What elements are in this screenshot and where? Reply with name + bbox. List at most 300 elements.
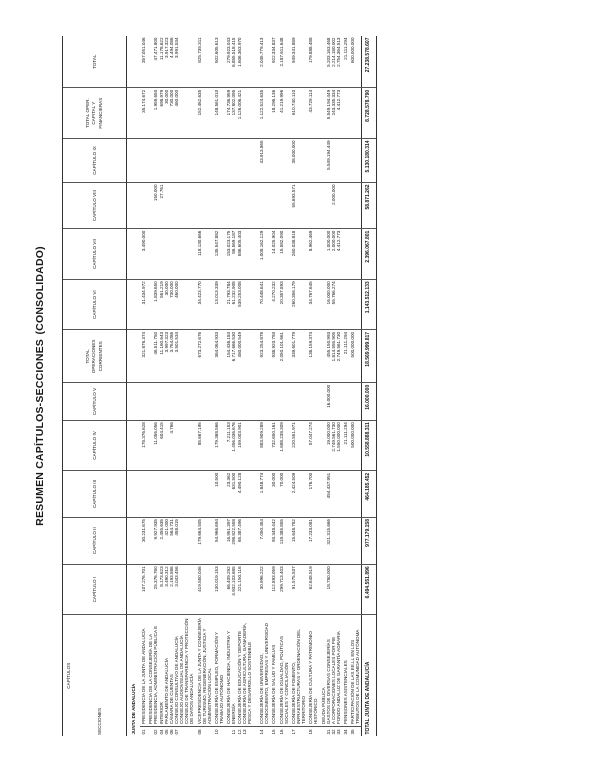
cell-value: 3.501.534 <box>173 331 179 353</box>
cell-cap9 <box>320 138 343 182</box>
cell-total-capital: 148.561.010 <box>213 88 225 139</box>
table-row <box>307 36 319 736</box>
table-row <box>213 36 225 736</box>
cell-value: 1.126.006.421 <box>236 89 242 120</box>
row-section-name <box>196 615 213 726</box>
cell-value: 2.000.000 <box>330 230 336 252</box>
section-code: 32 <box>330 729 336 735</box>
section-code: 02 <box>153 729 159 735</box>
page-subtitle: (CONSOLIDADO) <box>34 246 46 335</box>
cell-value: 480.000.549 <box>236 331 242 358</box>
cell-cap6: 34.767.645 <box>307 279 319 330</box>
row-code <box>196 726 213 736</box>
section-code: 12 <box>236 729 242 735</box>
header-capitulos: CAPÍTULOS <box>66 662 71 689</box>
cell-value: 5.203.163.468 <box>325 37 331 67</box>
section-name: CONSEJO CONSULTIVO DE ANDALUCÍA <box>173 636 179 725</box>
table-row <box>349 36 362 736</box>
cell-total-oper-corrientes: 923.254.878 <box>258 330 270 383</box>
header-cap4: CAPÍTULO IV <box>63 420 127 471</box>
cell-cap5 <box>225 383 258 420</box>
cell-value: 2.749.561.730 <box>330 422 336 452</box>
cell-cap1: 30.996.222 <box>258 564 270 615</box>
cell-cap6: 70.448.641 <box>258 279 270 330</box>
cell-cap2: 15.648.782 <box>290 517 307 564</box>
cell-cap5 <box>258 383 270 420</box>
cell-cap6: 20.357.893 <box>278 279 290 330</box>
cell-cap7 <box>147 229 195 280</box>
cell-cap2: 7.050.454 <box>258 517 270 564</box>
row-code <box>140 726 147 736</box>
cell-value: 153.023.175 <box>226 230 232 257</box>
cell-value: 137.802.095 <box>231 89 237 116</box>
cell-value <box>336 385 341 418</box>
cell-cap6: 260.356.179 <box>290 279 307 330</box>
cell-cap9 <box>140 138 147 182</box>
row-code <box>213 726 225 736</box>
cell-value: 6.717.666.530 <box>231 331 237 362</box>
cell-cap8 <box>270 182 277 228</box>
cell-cap3 <box>140 471 147 517</box>
cell-cap3 <box>225 471 258 517</box>
cell-value: 46.511.750 <box>153 331 159 355</box>
junta-label: JUNTA DE ANDALUCÍA <box>131 683 136 735</box>
cell-value: 86.569.187 <box>231 230 237 254</box>
cell-cap7 <box>349 229 362 280</box>
cell-cap7: 260.038.818 <box>290 229 307 280</box>
row-section-name <box>225 615 258 726</box>
cell-total <box>225 36 258 88</box>
cell-cap5 <box>290 383 307 420</box>
cell-cap7 <box>342 229 349 280</box>
cell-cap7 <box>320 229 343 280</box>
cell-value: 154.436.184 <box>226 331 232 358</box>
cell-value: 30.000 <box>163 89 169 104</box>
cell-value: 539.253.008 <box>236 281 242 307</box>
total-row <box>362 36 377 736</box>
cell-cap1: 91.575.537 <box>290 564 307 615</box>
cell-total-capital: 18.296.136 <box>270 88 277 139</box>
row-code <box>270 726 277 736</box>
header-total-capital-line1: TOTAL OPER. <box>84 98 90 129</box>
table-row <box>342 36 349 736</box>
total-cap8: 58.871.262 <box>362 182 377 228</box>
cell-value: 455.150.993 <box>325 331 331 358</box>
cell-value: 561.219 <box>158 281 164 298</box>
section-code: 13 <box>241 729 247 735</box>
cell-value: 3.991.534 <box>173 37 179 58</box>
section-name: PRESIDENCIA DE LA CONSEJERÍA DE LA PRESIDENCIA, ADMINISTRACIÓN PÚBLICA E INTERIOR <box>148 625 164 725</box>
section-code: 04 <box>158 729 164 735</box>
junta-row <box>127 36 141 736</box>
cell-value: 159.003.901 <box>236 422 242 448</box>
cell-cap6: 4.270.232 <box>270 279 277 330</box>
cell-value: 243.335.334 <box>330 89 336 116</box>
cell-value: 458.015 <box>173 519 179 536</box>
cell-total-oper-corrientes: 21.111.294 <box>342 330 349 383</box>
cell-value: 6.855.518.415 <box>231 37 237 67</box>
header-total-capital <box>63 88 127 139</box>
cell-value: 3.917.323 <box>163 37 169 58</box>
table-row <box>140 36 147 736</box>
section-name: DEUDA PÚBLICA <box>320 687 326 725</box>
section-code: 01 <box>141 729 147 735</box>
header-cap9: CAPÍTULO IX <box>63 138 127 182</box>
table-row <box>320 36 343 736</box>
row-section-name <box>270 615 277 726</box>
page-title: RESUMEN CAPÍTULOS-SECCIONES <box>34 338 46 526</box>
cell-cap9 <box>270 138 277 182</box>
header-cap7: CAPÍTULO VII <box>63 229 127 280</box>
section-name: CONSEJERÍA DE CULTURA Y PATRIMONIO HISTÓRICO <box>308 631 319 725</box>
cell-value <box>174 231 179 278</box>
cell-value <box>336 140 341 180</box>
cell-value: 421.000 <box>163 519 169 536</box>
header-capitulos-secciones <box>63 615 127 736</box>
cell-cap8 <box>213 182 225 228</box>
cell-cap5 <box>270 383 277 420</box>
header-cap1: CAPÍTULO I <box>63 564 127 615</box>
row-code <box>307 726 319 736</box>
cell-cap2 <box>225 517 258 564</box>
row-code <box>278 726 290 736</box>
cell-value: 1.839.650 <box>153 281 159 302</box>
cell-cap2 <box>349 517 362 564</box>
header-total-oper-corrientes <box>63 330 127 383</box>
header-total-oper-line3: CORRIENTES <box>97 341 103 372</box>
table-row <box>196 36 213 736</box>
cell-cap1 <box>342 564 349 615</box>
section-name: VICEPRESIDENCIA DE LA JUNTA Y CONSEJERÍA DE TURISMO, REGENERACIÓN, JUSTICIA Y ADMINISTRACIÓN LOCAL <box>196 618 212 725</box>
section-name: CONSEJO AUDIOVISUAL DE ANDALUCÍA <box>179 635 185 725</box>
cell-cap6 <box>342 279 349 330</box>
cell-cap4: 21.111.294 <box>342 420 349 471</box>
cell-total: 2.045.779.413 <box>258 36 270 88</box>
cell-total-capital <box>147 88 195 139</box>
cell-total: 949.341.889 <box>290 36 307 88</box>
cell-cap6: 31.434.972 <box>140 279 147 330</box>
section-name: CONSEJERÍA DE IGUALDAD, POLÍTICAS SOCIALES Y CONCILIACIÓN <box>278 636 289 725</box>
cell-cap1: 299.713.403 <box>278 564 290 615</box>
rotated-page <box>30 36 582 736</box>
cell-value <box>174 184 179 226</box>
table-row <box>270 36 277 736</box>
cell-cap1: 419.550.046 <box>196 564 213 615</box>
cell-cap5 <box>147 383 195 420</box>
cell-cap3: 1.848.774 <box>258 471 270 517</box>
cell-value: 2.749.561.730 <box>335 331 341 362</box>
section-code: 18 <box>308 729 314 735</box>
section-code: 31 <box>325 729 331 735</box>
cell-cap2: 17.233.081 <box>307 517 319 564</box>
cell-cap8 <box>140 182 147 228</box>
table-row <box>258 36 270 736</box>
cell-cap1 <box>225 564 258 615</box>
cell-value: 66.409.292 <box>226 566 232 590</box>
header-total-oper-line1: TOTAL <box>84 349 90 364</box>
cell-value: 61.232.908 <box>231 281 237 305</box>
total-oper-corrientes: 18.569.999.817 <box>362 330 377 383</box>
cell-total-oper-corrientes: 673.272.676 <box>196 330 213 383</box>
total-cap3: 464.185.452 <box>362 471 377 517</box>
cell-total-oper-corrientes: 136.159.374 <box>307 330 319 383</box>
table-body <box>127 36 362 736</box>
row-code <box>147 726 195 736</box>
cell-cap8 <box>147 182 195 228</box>
cell-value: 604.415 <box>158 422 164 439</box>
section-name: CONSEJERÍA DE UNIVERSIDAD, CONOCIMIENTO, EMPRESAS Y UNIVERSIDAD <box>259 623 270 725</box>
cell-value: 2.000.000 <box>330 184 336 205</box>
title-block <box>30 36 54 736</box>
table-row <box>147 36 195 736</box>
cell-total-oper-corrientes: 339.601.779 <box>290 330 307 383</box>
header-total-capital-line3: FINANCIERAS <box>97 97 103 129</box>
header-cap6: CAPÍTULO VI <box>63 279 127 330</box>
cell-cap2 <box>342 517 349 564</box>
cell-cap4 <box>147 420 195 471</box>
cell-cap2: 179.664.505 <box>196 517 213 564</box>
cell-cap5 <box>278 383 290 420</box>
section-code: 33 <box>335 729 341 735</box>
cell-total: 21.111.294 <box>342 36 349 88</box>
cell-value: 564.731 <box>168 519 174 536</box>
total-capital: 8.728.578.790 <box>362 88 377 139</box>
cell-cap9: 43.913.865 <box>258 138 270 182</box>
cell-value: 1.959.650 <box>153 89 159 111</box>
header-cap2: CAPÍTULO II <box>63 517 127 564</box>
cell-total-oper-corrientes <box>225 330 258 383</box>
cell-value: 698.979 <box>158 89 164 107</box>
cell-cap3: 10.500 <box>213 471 225 517</box>
cell-total-oper-corrientes: 2.050.101.661 <box>278 330 290 383</box>
section-name: CONSEJERÍA DE EMPLEO, FORMACIÓN Y TRABAJO AUTÓNOMO <box>213 632 225 725</box>
cell-value: 298.822.558 <box>231 519 237 545</box>
cell-value: 4.412.773 <box>335 89 341 111</box>
section-code: 34 <box>343 729 349 735</box>
cell-cap4: 57.047.274 <box>307 420 319 471</box>
row-code <box>342 726 349 736</box>
cell-value <box>174 385 179 418</box>
total-cap9: 5.130.180.314 <box>362 138 377 182</box>
cell-value: 3.997.323 <box>163 331 169 353</box>
cell-cap3 <box>342 471 349 517</box>
cell-cap5 <box>196 383 213 420</box>
section-name: PENSIONES ASISTENCIALES <box>343 660 349 725</box>
cell-value: 1.456.036.676 <box>231 422 237 452</box>
cell-cap3: 176.700 <box>307 471 319 517</box>
cell-cap7: 135.547.882 <box>213 229 225 280</box>
header-cap5: CAPÍTULO V <box>63 383 127 420</box>
cell-value: 16.000.000 <box>325 281 331 305</box>
cell-value: 150.000 <box>153 184 159 202</box>
cell-cap3: 2.424.509 <box>290 471 307 517</box>
section-name: FONDO ANDALUZ DE GARANTÍA AGRARIA <box>335 631 341 725</box>
cell-value: 3.764.086 <box>168 331 174 353</box>
row-code <box>349 726 362 736</box>
cell-value: 47.471.800 <box>153 37 159 61</box>
cell-cap8 <box>225 182 258 228</box>
cell-cap8 <box>320 182 343 228</box>
cell-value: 21.793.784 <box>226 281 232 305</box>
total-cap1: 6.494.551.896 <box>362 564 377 615</box>
cell-total-oper-corrientes: 938.920.793 <box>270 330 277 383</box>
total-cap2: 977.179.158 <box>362 517 377 564</box>
cell-value: 730.000 <box>168 281 174 298</box>
section-name: CONSEJERÍA DE AGRICULTURA, GANADERÍA, PESCA Y DESARROLLO SOSTENIBLE <box>241 622 252 725</box>
row-code <box>290 726 307 736</box>
cell-value: 454.437.951 <box>325 472 331 499</box>
cell-value: 7.211.153 <box>226 422 232 443</box>
cell-cap3 <box>196 471 213 517</box>
cell-value <box>237 385 242 418</box>
row-code <box>225 726 258 736</box>
cell-total-capital <box>320 88 343 139</box>
row-section-name <box>307 615 319 726</box>
total-cap5: 16.000.000 <box>362 383 377 420</box>
cell-value <box>336 281 341 328</box>
section-name: CONSEJERÍA DE EDUCACIÓN Y DEPORTE <box>236 630 242 725</box>
cell-total: 179.888.488 <box>307 36 319 88</box>
section-code: 15 <box>271 729 277 735</box>
cell-value <box>336 566 341 613</box>
section-code: 05 <box>163 729 169 735</box>
cell-total-oper-corrientes: 364.064.933 <box>213 330 225 383</box>
cell-value: 279.923.043 <box>226 37 232 64</box>
cell-cap4: 732.650.161 <box>270 420 277 471</box>
cell-cap9 <box>147 138 195 182</box>
cell-value: 19.000.000 <box>325 422 331 446</box>
row-section-name <box>147 615 195 726</box>
cell-cap4: 500.000.000 <box>349 420 362 471</box>
cell-value <box>336 473 341 515</box>
cell-value: 1.606.363.970 <box>236 37 242 67</box>
cell-cap6: 13.013.339 <box>213 279 225 330</box>
cell-value: 55.766.274 <box>330 281 336 305</box>
cell-value <box>174 422 179 469</box>
cell-cap4: 883.909.289 <box>258 420 270 471</box>
cell-cap2 <box>320 517 343 564</box>
cell-cap3 <box>349 471 362 517</box>
cell-value: 3.490.312 <box>163 566 169 587</box>
cell-total <box>147 36 195 88</box>
cell-total-capital <box>342 88 349 139</box>
cell-value <box>336 184 341 226</box>
row-code <box>320 726 343 736</box>
cell-cap2 <box>147 517 195 564</box>
cell-value: 23.362 <box>226 472 232 487</box>
cell-cap8 <box>342 182 349 228</box>
cell-total: 357.051.046 <box>140 36 147 88</box>
row-section-name <box>278 615 290 726</box>
section-name: CONSEJERÍA DE SALUD Y FAMILIAS <box>271 644 277 725</box>
cell-value: 11.056.056 <box>153 422 159 445</box>
cell-cap3 <box>147 471 195 517</box>
section-code: 08 <box>196 729 202 735</box>
total-cap6: 1.143.512.133 <box>362 279 377 330</box>
cell-cap4: 179.368.566 <box>213 420 225 471</box>
cell-value: 65.387.496 <box>236 519 242 543</box>
cell-value: 321.315.666 <box>325 519 331 545</box>
cell-cap5 <box>213 383 225 420</box>
cell-cap6 <box>320 279 343 330</box>
cell-cap1 <box>147 564 195 615</box>
cell-cap8 <box>278 182 290 228</box>
cell-value: 16.951.397 <box>226 519 232 543</box>
cell-cap6 <box>225 279 258 330</box>
cell-value: 2.193.586 <box>168 566 174 587</box>
cell-cap4: 85.667.195 <box>196 420 213 471</box>
section-name <box>252 617 257 724</box>
section-name: PARLAMENTO DE ANDALUCÍA <box>163 657 169 725</box>
cell-value: 586.605.403 <box>236 230 242 257</box>
cell-value: 4.766 <box>168 422 174 434</box>
row-section-name <box>290 615 307 726</box>
section-code: 14 <box>259 729 265 735</box>
cell-total-capital <box>349 88 362 139</box>
header-cap3: CAPÍTULO III <box>63 471 127 517</box>
cell-cap3 <box>320 471 343 517</box>
cell-value: 4.412.773 <box>335 230 341 252</box>
cell-cap7: 118.130.666 <box>196 229 213 280</box>
section-code: 07 <box>173 729 179 735</box>
row-section-name <box>213 615 225 726</box>
cell-cap4 <box>320 420 343 471</box>
cell-cap8 <box>258 182 270 228</box>
cell-value: 16.000.000 <box>325 384 331 408</box>
cell-total-capital: 35.174.672 <box>140 88 147 139</box>
cell-value: 5.549.194.449 <box>325 140 331 170</box>
chapters-sections-table <box>62 36 377 736</box>
section-code: 35 <box>350 729 356 735</box>
cell-value: 221.150.116 <box>236 566 242 592</box>
total-grand: 27.238.578.607 <box>362 36 377 88</box>
cell-cap9 <box>349 138 362 182</box>
total-cap4: 10.558.888.311 <box>362 420 377 471</box>
cell-cap9 <box>213 138 225 182</box>
cell-cap5 <box>349 383 362 420</box>
cell-value: 1.000.000 <box>325 230 331 252</box>
cell-value <box>336 519 341 562</box>
cell-value: 27.761 <box>158 184 164 199</box>
cell-cap9 <box>196 138 213 182</box>
row-section-name <box>140 615 147 726</box>
cell-value: 4.932.103.685 <box>231 566 237 596</box>
cell-cap8 <box>196 182 213 228</box>
cell-total-capital: 1.122.524.635 <box>258 88 270 139</box>
cell-cap5 <box>307 383 319 420</box>
section-code: 16 <box>278 729 284 735</box>
cell-value: 3.043.456 <box>173 566 179 587</box>
cell-cap9: 38.000.000 <box>290 138 307 182</box>
cell-total <box>320 36 343 88</box>
cell-cap9 <box>307 138 319 182</box>
table-row <box>225 36 258 736</box>
cell-value: 11.160.643 <box>158 331 164 355</box>
header-row <box>63 36 127 736</box>
cell-value <box>237 140 242 180</box>
cell-value: 2.214.180.002 <box>330 37 336 67</box>
section-code: 17 <box>290 729 296 735</box>
cell-cap3: 30.000 <box>270 471 277 517</box>
cell-value: 5.549.194.449 <box>325 89 331 120</box>
cell-total-capital: 43.729.114 <box>307 88 319 139</box>
cell-cap2: 93.348.442 <box>270 517 277 564</box>
section-name: GASTOS DE DIVERSAS CONSEJERÍAS <box>325 639 331 725</box>
row-code <box>258 726 270 736</box>
cell-value: 25.376.760 <box>153 566 159 590</box>
cell-value: 11.178.622 <box>158 37 164 61</box>
cell-total-capital <box>225 88 258 139</box>
